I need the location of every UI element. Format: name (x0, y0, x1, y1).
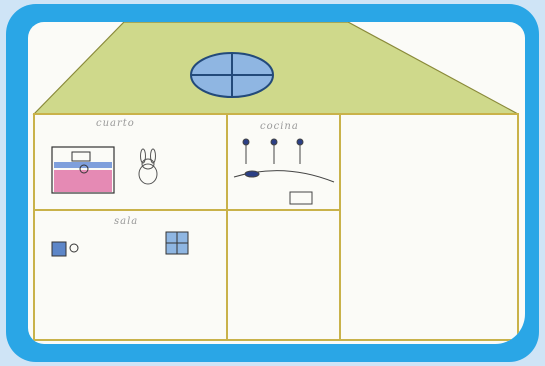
bunny-drawing (139, 149, 157, 184)
living-room-label: sala (114, 216, 139, 227)
house-walls (34, 114, 518, 340)
kitchen-label: cocina (260, 121, 299, 132)
bedroom-label: cuarto (96, 118, 135, 129)
round-window (191, 53, 273, 97)
paper (28, 22, 525, 344)
bed-drawing (52, 147, 114, 193)
living-room-items (52, 232, 188, 256)
roof (34, 22, 518, 114)
kitchen-counter (234, 139, 334, 204)
house-drawing (28, 22, 525, 344)
